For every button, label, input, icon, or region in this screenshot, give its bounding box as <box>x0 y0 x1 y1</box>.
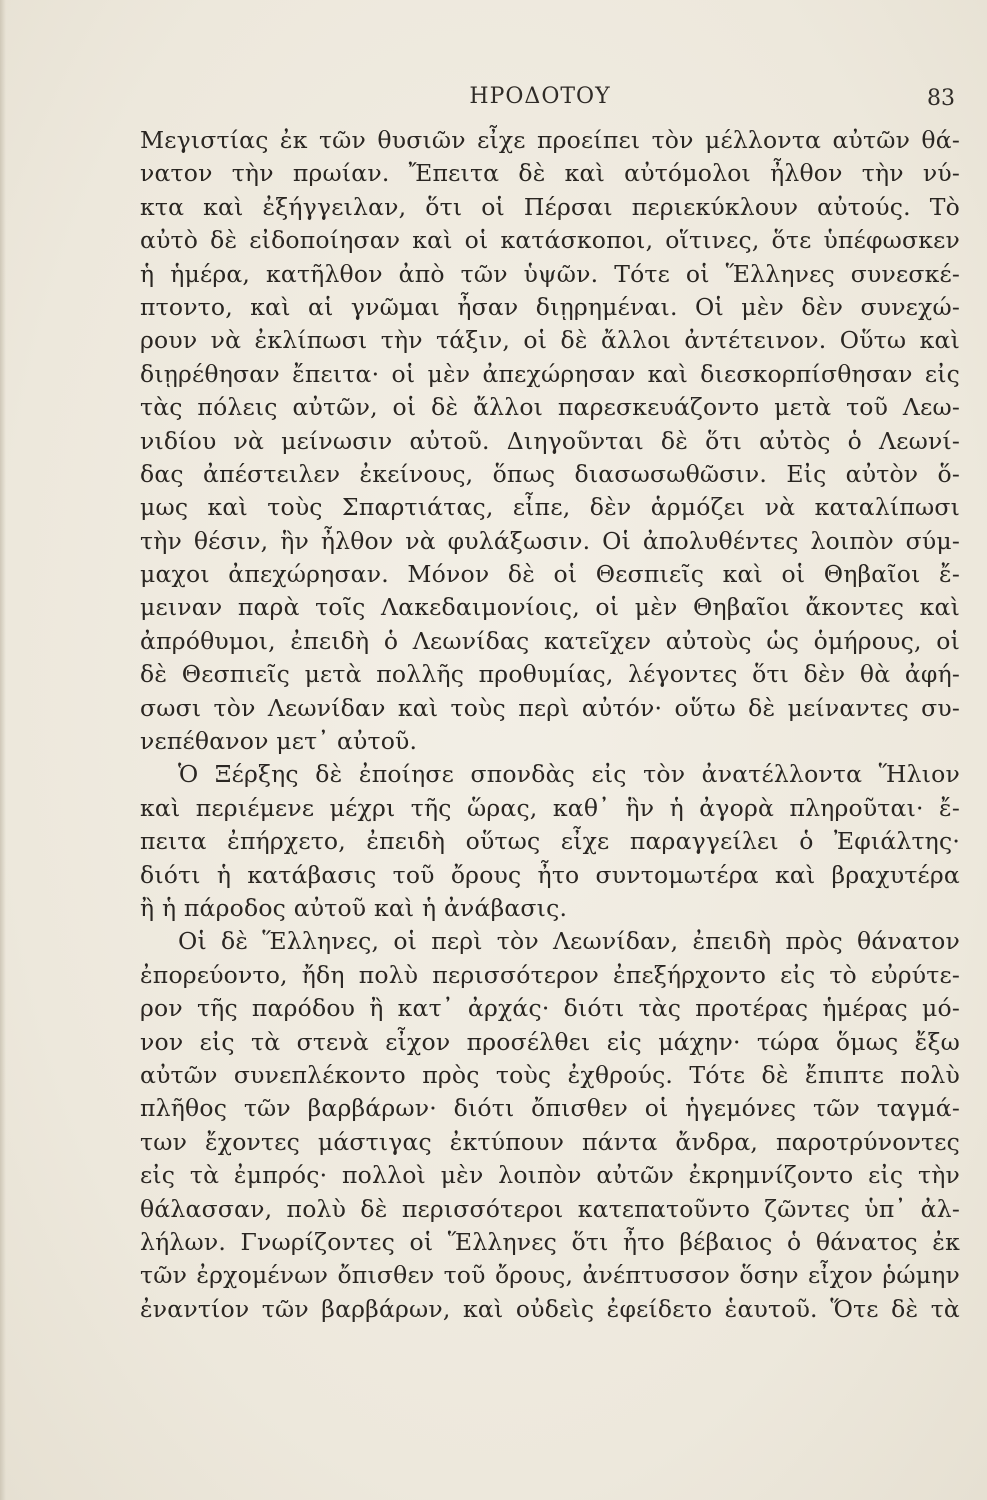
text-line: ἐναντίον τῶν βαρβάρων, καὶ οὐδεὶς ἐφείδετο ἑαυτοῦ. Ὅτε δὲ τὰ <box>140 1294 960 1323</box>
body-text <box>140 124 960 1326</box>
text-line: δας ἀπέστειλεν ἐκείνους, ὅπως διασωσωθῶσιν. Εἰς αὐτὸν ὅ- <box>140 459 960 488</box>
text-line: πτοντο, καὶ αἱ γνῶμαι ἦσαν διῃρημέναι. Οἱ μὲν δὲν συνεχώ- <box>140 292 960 321</box>
text-line: Μεγιστίας ἐκ τῶν θυσιῶν εἶχε προείπει τὸν μέλλοντα αὐτῶν θά- <box>140 126 960 154</box>
page-header <box>0 84 987 114</box>
text-line: ρον τῆς παρόδου ἢ κατ᾽ ἀρχάς· διότι τὰς προτέρας ἡμέρας μό- <box>140 994 960 1023</box>
text-line: ἢ ἡ πάροδος αὐτοῦ καὶ ἡ ἀνάβασις. <box>140 893 568 922</box>
text-line: Ὁ Ξέρξης δὲ ἐποίησε σπονδὰς εἰς τὸν ἀνατέλλοντα Ἥλιον <box>178 760 960 789</box>
text-line: ἐπορεύοντο, ἤδη πολὺ περισσότερον ἐπεξήρχοντο εἰς τὸ εὐρύτε- <box>140 960 960 989</box>
text-line: δὲ Θεσπιεῖς μετὰ πολλῆς προθυμίας, λέγοντες ὅτι δὲν θὰ ἀφή- <box>140 660 960 689</box>
page-number: 83 <box>927 86 955 111</box>
text-line: τὰς πόλεις αὐτῶν, οἱ δὲ ἄλλοι παρεσκευάζοντο μετὰ τοῦ Λεω- <box>140 393 960 422</box>
text-line: κτα καὶ ἐξήγγειλαν, ὅτι οἱ Πέρσαι περιεκύκλουν αὐτούς. Τὸ <box>140 192 960 221</box>
text-line: νατον τὴν πρωίαν. Ἔπειτα δὲ καὶ αὐτόμολοι ἦλθον τὴν νύ- <box>140 159 960 188</box>
text-line: μαχοι ἀπεχώρησαν. Μόνον δὲ οἱ Θεσπιεῖς καὶ οἱ Θηβαῖοι ἔ- <box>140 560 960 589</box>
text-line: νεπέθανον μετ᾽ αὐτοῦ. <box>140 727 418 756</box>
text-line: των ἔχοντες μάστιγας ἐκτύπουν πάντα ἄνδρα, παροτρύνοντες <box>140 1127 960 1156</box>
text-line: αὐτῶν συνεπλέκοντο πρὸς τοὺς ἐχθρούς. Τότε δὲ ἔπιπτε πολὺ <box>140 1060 960 1089</box>
running-title: ΗΡΟΔΟΤΟΥ <box>469 84 611 109</box>
text-line: πειτα ἐπήρχετο, ἐπειδὴ οὕτως εἶχε παραγγείλει ὁ Ἐφιάλτης· <box>140 827 960 856</box>
text-line: τῶν ἐρχομένων ὄπισθεν τοῦ ὄρους, ἀνέπτυσσον ὅσην εἶχον ῥώμην <box>140 1261 960 1290</box>
text-line: διῃρέθησαν ἔπειτα· οἱ μὲν ἀπεχώρησαν καὶ διεσκορπίσθησαν εἰς <box>140 359 960 388</box>
text-line: σωσι τὸν Λεωνίδαν καὶ τοὺς περὶ αὐτόν· οὕτω δὲ μείναντες συ- <box>140 693 960 722</box>
page-edge <box>0 0 6 1500</box>
text-line: διότι ἡ κατάβασις τοῦ ὄρους ἦτο συντομωτέρα καὶ βραχυτέρα <box>140 860 960 889</box>
text-line: αὐτὸ δὲ εἰδοποίησαν καὶ οἱ κατάσκοποι, οἵτινες, ὅτε ὑπέφωσκεν <box>140 226 960 255</box>
text-line: θάλασσαν, πολὺ δὲ περισσότεροι κατεπατοῦντο ζῶντες ὑπ᾽ ἀλ- <box>140 1194 960 1223</box>
text-line: μως καὶ τοὺς Σπαρτιάτας, εἶπε, δὲν ἁρμόζει νὰ καταλίπωσι <box>140 493 960 522</box>
text-line: ἀπρόθυμοι, ἐπειδὴ ὁ Λεωνίδας κατεῖχεν αὐτοὺς ὡς ὁμήρους, οἱ <box>140 626 960 655</box>
text-line: λήλων. Γνωρίζοντες οἱ Ἕλληνες ὅτι ἦτο βέβαιος ὁ θάνατος ἐκ <box>140 1227 960 1256</box>
text-line: τὴν θέσιν, ἣν ἦλθον νὰ φυλάξωσιν. Οἱ ἀπολυθέντες λοιπὸν σύμ- <box>140 526 960 555</box>
text-line: πλῆθος τῶν βαρβάρων· διότι ὄπισθεν οἱ ἡγεμόνες τῶν ταγμά- <box>140 1094 960 1123</box>
text-line: εἰς τὰ ἐμπρός· πολλοὶ μὲν λοιπὸν αὐτῶν ἐκρημνίζοντο εἰς τὴν <box>140 1161 960 1190</box>
text-line: νιδίου νὰ μείνωσιν αὐτοῦ. Διηγοῦνται δὲ ὅτι αὐτὸς ὁ Λεωνί- <box>140 426 960 455</box>
text-line: νον εἰς τὰ στενὰ εἶχον προσέλθει εἰς μάχην· τώρα ὅμως ἔξω <box>140 1027 960 1056</box>
text-line: Οἱ δὲ Ἕλληνες, οἱ περὶ τὸν Λεωνίδαν, ἐπειδὴ πρὸς θάνατον <box>178 927 960 956</box>
text-line: ρουν νὰ ἐκλίπωσι τὴν τάξιν, οἱ δὲ ἄλλοι ἀντέτεινον. Οὕτω καὶ <box>140 326 960 355</box>
text-line: καὶ περιέμενε μέχρι τῆς ὥρας, καθ᾽ ἣν ἡ ἀγορὰ πληροῦται· ἔ- <box>140 793 960 822</box>
text-line: ἡ ἡμέρα, κατῆλθον ἀπὸ τῶν ὑψῶν. Τότε οἱ Ἕλληνες συνεσκέ- <box>140 259 960 288</box>
text-line: μειναν παρὰ τοῖς Λακεδαιμονίοις, οἱ μὲν Θηβαῖοι ἄκοντες καὶ <box>140 593 960 622</box>
